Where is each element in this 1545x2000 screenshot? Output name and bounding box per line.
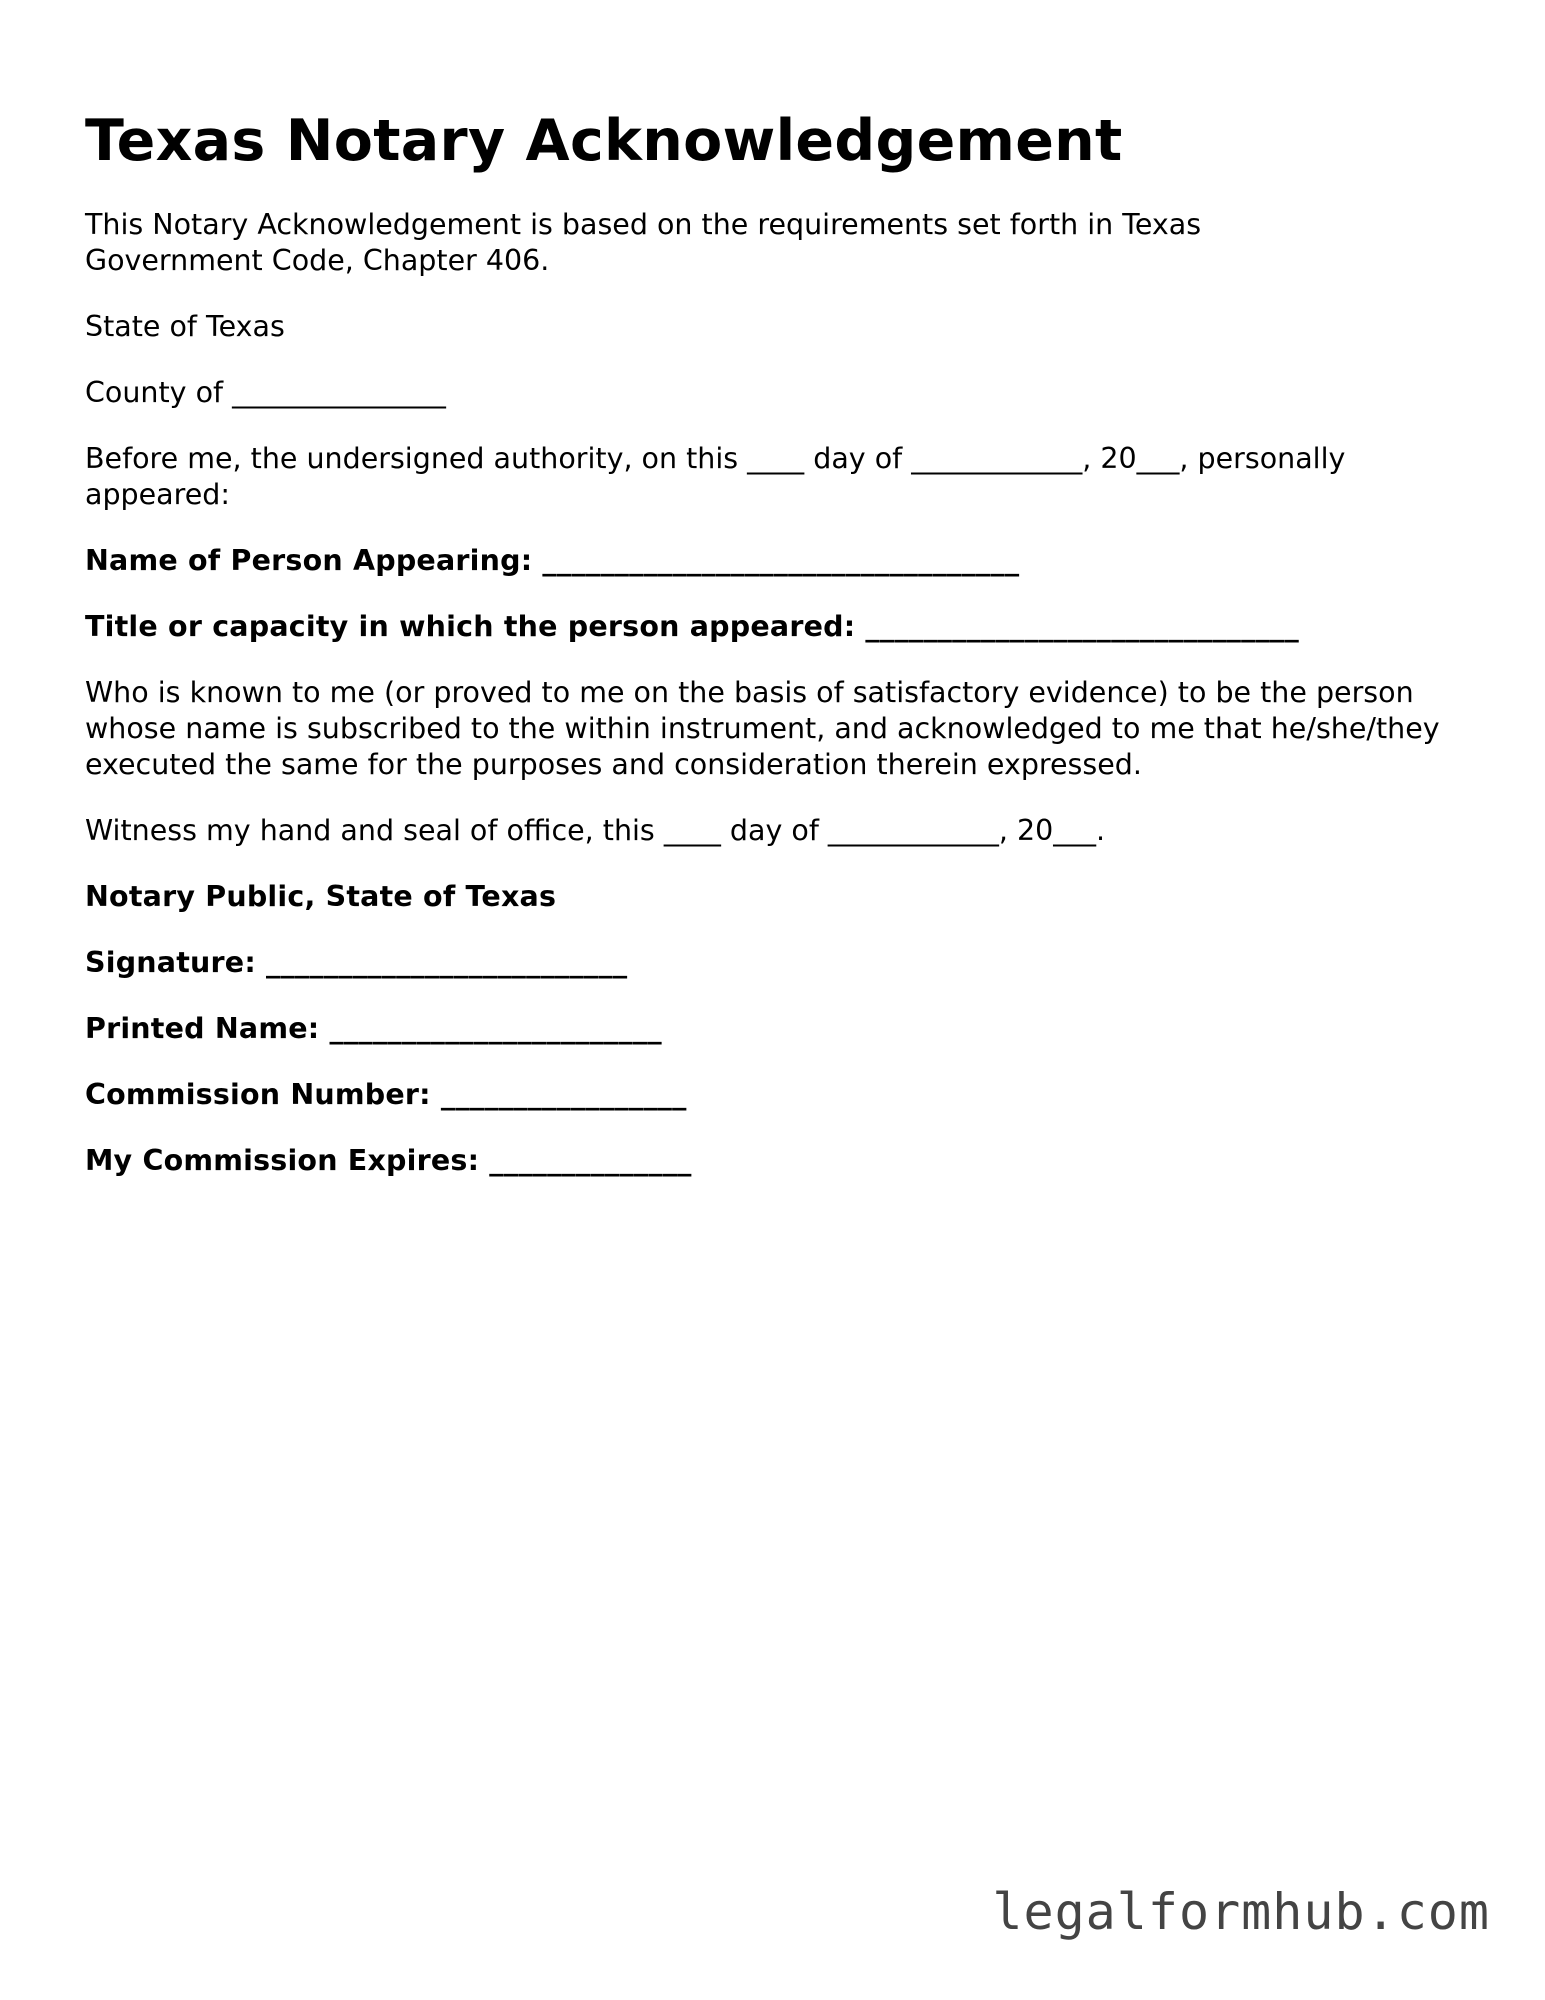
witness-line: Witness my hand and seal of office, this ____ day of ____________, 20___. (85, 814, 1106, 847)
title-capacity-line: Title or capacity in which the person appeared: ______________________________ (85, 610, 1299, 643)
known-to-me-paragraph: Who is known to me (or proved to me on the basis of satisfactory evidence) to be the person whose name is subscribed to the within instrument, and acknowledged to me that he/she/they executed the same for the purposes and consideration therein expressed. (85, 676, 1449, 781)
document-page (85, 105, 1465, 1209)
state-line: State of Texas (85, 310, 285, 343)
intro-paragraph: This Notary Acknowledgement is based on the requirements set forth in Texas Government Code, Chapter 406. (85, 208, 1211, 277)
signature-line: Signature: _________________________ (85, 946, 628, 979)
watermark-logo: legalformhub.com (992, 1883, 1490, 1941)
name-of-person-line: Name of Person Appearing: _________________________________ (85, 544, 1020, 577)
document-title: Texas Notary Acknowledgement (85, 108, 1123, 174)
notary-public-heading: Notary Public, State of Texas (85, 880, 557, 913)
printed-name-line: Printed Name: _______________________ (85, 1012, 662, 1045)
commission-expires-line: My Commission Expires: ______________ (85, 1144, 692, 1177)
before-me-paragraph: Before me, the undersigned authority, on this ____ day of ____________, 20___, personally appeared: (85, 442, 1355, 511)
commission-number-line: Commission Number: _________________ (85, 1078, 687, 1111)
county-line: County of _______________ (85, 376, 446, 409)
